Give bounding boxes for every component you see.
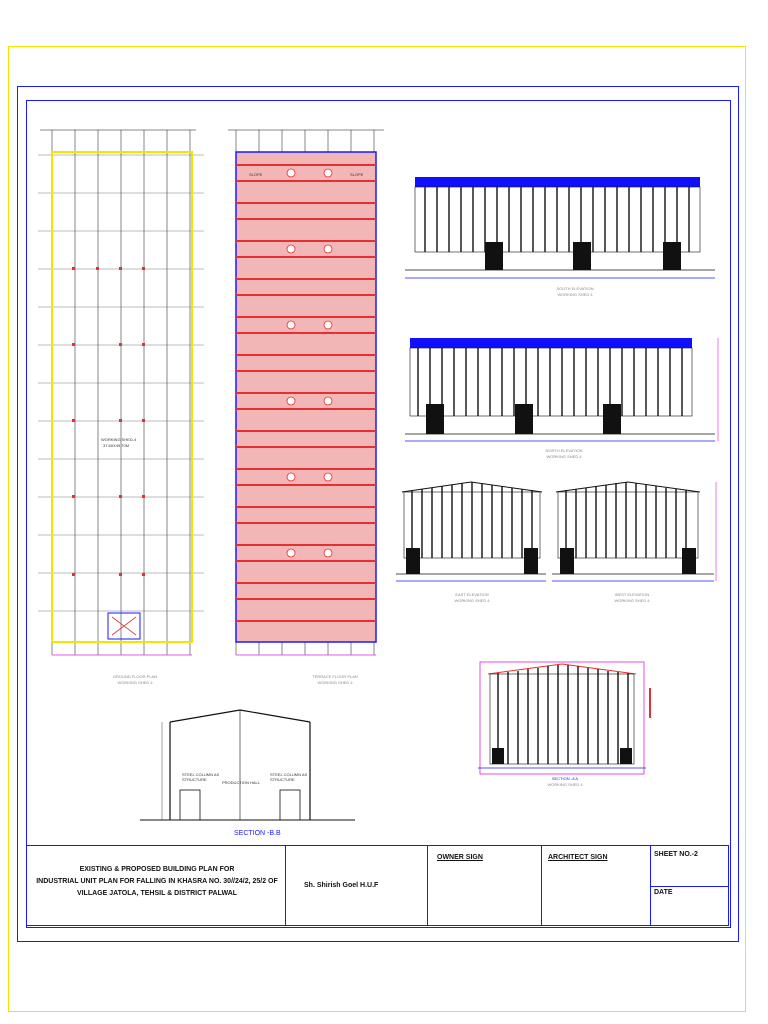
west-caption: WEST ELEVATION [614, 592, 650, 597]
owner-sign-label: OWNER SIGN [437, 854, 483, 861]
terrace-caption: TERRACE FLOOR PLAN [312, 674, 358, 679]
project-title-line3: VILLAGE JATOLA, TEHSIL & DISTRICT PALWAL [76, 890, 238, 897]
slope-label-left: SLOPE [249, 172, 263, 177]
section-bb [140, 702, 360, 830]
section-bb-right-label: STEEL COLUMN AS STRUCTURE [270, 772, 308, 782]
slope-label-right: SLOPE [350, 172, 364, 177]
section-bb-left-label: STEEL COLUMN AS STRUCTURE [182, 772, 220, 782]
east-caption: EAST ELEVATION [455, 592, 489, 597]
date-label: DATE [654, 889, 673, 896]
ground-room-size: 37.60X49.70M [103, 443, 130, 448]
north-elevation [400, 334, 722, 446]
west-elevation [552, 478, 720, 586]
owner-name: Sh. Shirish Goel H.U.F [304, 882, 379, 889]
south-caption: SOUTH ELEVATION [556, 286, 594, 291]
section-bb-mid-label: PRODUCTION HALL [222, 780, 261, 785]
south-elevation [405, 172, 723, 284]
project-title-cell [26, 845, 286, 926]
ground-sub: WORKING SHED 4 [117, 680, 153, 685]
sheet-no-label: SHEET NO.-2 [654, 851, 698, 858]
section-aa-caption: SECTION -A A [551, 776, 579, 781]
south-sub: WORKING SHED 4 [557, 292, 593, 297]
terrace-sub: WORKING SHED 4 [317, 680, 353, 685]
east-elevation [396, 478, 548, 586]
architect-sign-label: ARCHITECT SIGN [548, 854, 608, 861]
ground-room-label: WORKING SHED-4 [101, 437, 137, 442]
ground-caption: GROUND FLOOR PLAN [112, 674, 158, 679]
west-sub: WORKING SHED 4 [614, 598, 650, 603]
terrace-floor-plan [224, 125, 394, 665]
section-aa [478, 658, 668, 794]
project-title-line1: EXISTING & PROPOSED BUILDING PLAN FOR [79, 866, 235, 873]
north-caption: NORTH ELEVATION [545, 448, 583, 453]
section-aa-sub: WORKING SHED 4 [547, 782, 583, 787]
project-title-line2: INDUSTRIAL UNIT PLAN FOR FALLING IN KHASRA NO. 30//24/2, 25/2 OF [36, 878, 278, 885]
north-sub: WORKING SHED 4 [546, 454, 582, 459]
ground-floor-plan [36, 125, 206, 665]
east-sub: WORKING SHED 4 [454, 598, 490, 603]
section-bb-caption: SECTION -B.B [234, 830, 281, 837]
